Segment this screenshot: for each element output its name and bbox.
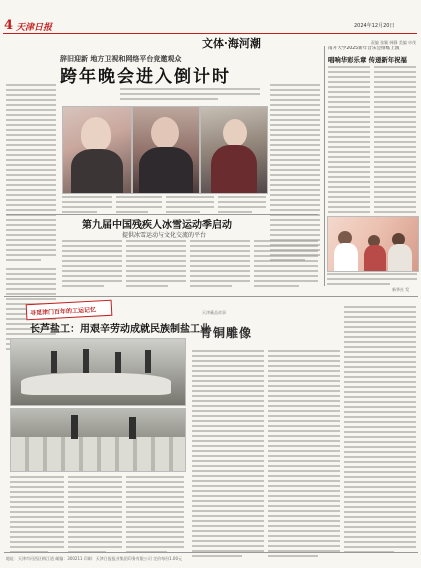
salt-headline: 长芦盐工：用艰辛劳动成就民族制盐工业 [30, 324, 210, 335]
games-headline: 第九届中国残疾人冰雪运动季启动 [82, 220, 232, 231]
college-headline: 南开大学2025新年音乐会排练上演 [328, 46, 400, 51]
games-body-4 [254, 240, 318, 290]
games-photo [327, 216, 419, 272]
lead-photo-left [62, 106, 132, 194]
page-number: 4 [4, 18, 14, 33]
salt-body-2 [68, 476, 122, 556]
lead-body-col-2 [116, 196, 162, 216]
games-body-3 [190, 240, 250, 290]
editors-credit: 责编 张颖 韩静 美编 卓茂 [370, 40, 416, 45]
lead-body-col-3 [166, 196, 214, 216]
bronze-logo-box [200, 316, 270, 344]
lead-headline: 跨年晚会进入倒计时 [60, 67, 231, 87]
salt-column-label: 寻觅津门百年的工运记忆 [29, 306, 97, 318]
footer-text: 地址：天津市河西区梅江道 邮编：300211 印刷：天津日报报业集团印务有限公司 定价每份1.00元 [6, 556, 182, 561]
paper-name: 天津日报 [16, 23, 53, 33]
salt-photo-top [10, 338, 186, 406]
college-subheadline: 唱响华彩乐章 传递新年祝福 [328, 56, 407, 64]
bronze-body-2 [268, 350, 340, 560]
lead-body-left [6, 84, 56, 264]
games-photo-caption [327, 273, 417, 288]
header-rule [3, 33, 417, 34]
lead-body-col-4 [218, 196, 266, 216]
bronze-body-1 [192, 350, 264, 560]
lead-photo-right [200, 106, 268, 194]
column-divider [324, 46, 325, 286]
lead-photo-center [132, 106, 200, 194]
games-body-1 [62, 240, 122, 290]
lead-body-col-1 [62, 196, 112, 216]
lead-kicker: 辞旧迎新 地方卫视和网络平台竞邀观众 [60, 55, 182, 63]
salt-body-3 [126, 476, 184, 556]
games-body-2 [126, 240, 186, 290]
lead-body-intro [120, 88, 260, 103]
page-header [2, 18, 419, 34]
games-photo-credit: 新华社 发 [392, 287, 410, 292]
edition-date: 2024年12月20日 [354, 23, 395, 29]
salt-column-banner [26, 300, 113, 320]
salt-photo-bottom [10, 408, 186, 472]
lead-body-col-5 [270, 84, 320, 264]
games-subheadline: 提供冰雪运动与文化交流的平台 [122, 232, 207, 239]
story-divider [6, 214, 318, 215]
footer-rule [4, 552, 418, 553]
bronze-column-top: 天津藏品故事 [202, 310, 226, 315]
bronze-body-3 [344, 306, 416, 556]
section-name: 文体·海河潮 [202, 37, 261, 50]
bronze-logo-text: 青铜雕像 [200, 326, 253, 340]
section-divider [4, 296, 418, 297]
salt-body-1 [10, 476, 64, 556]
